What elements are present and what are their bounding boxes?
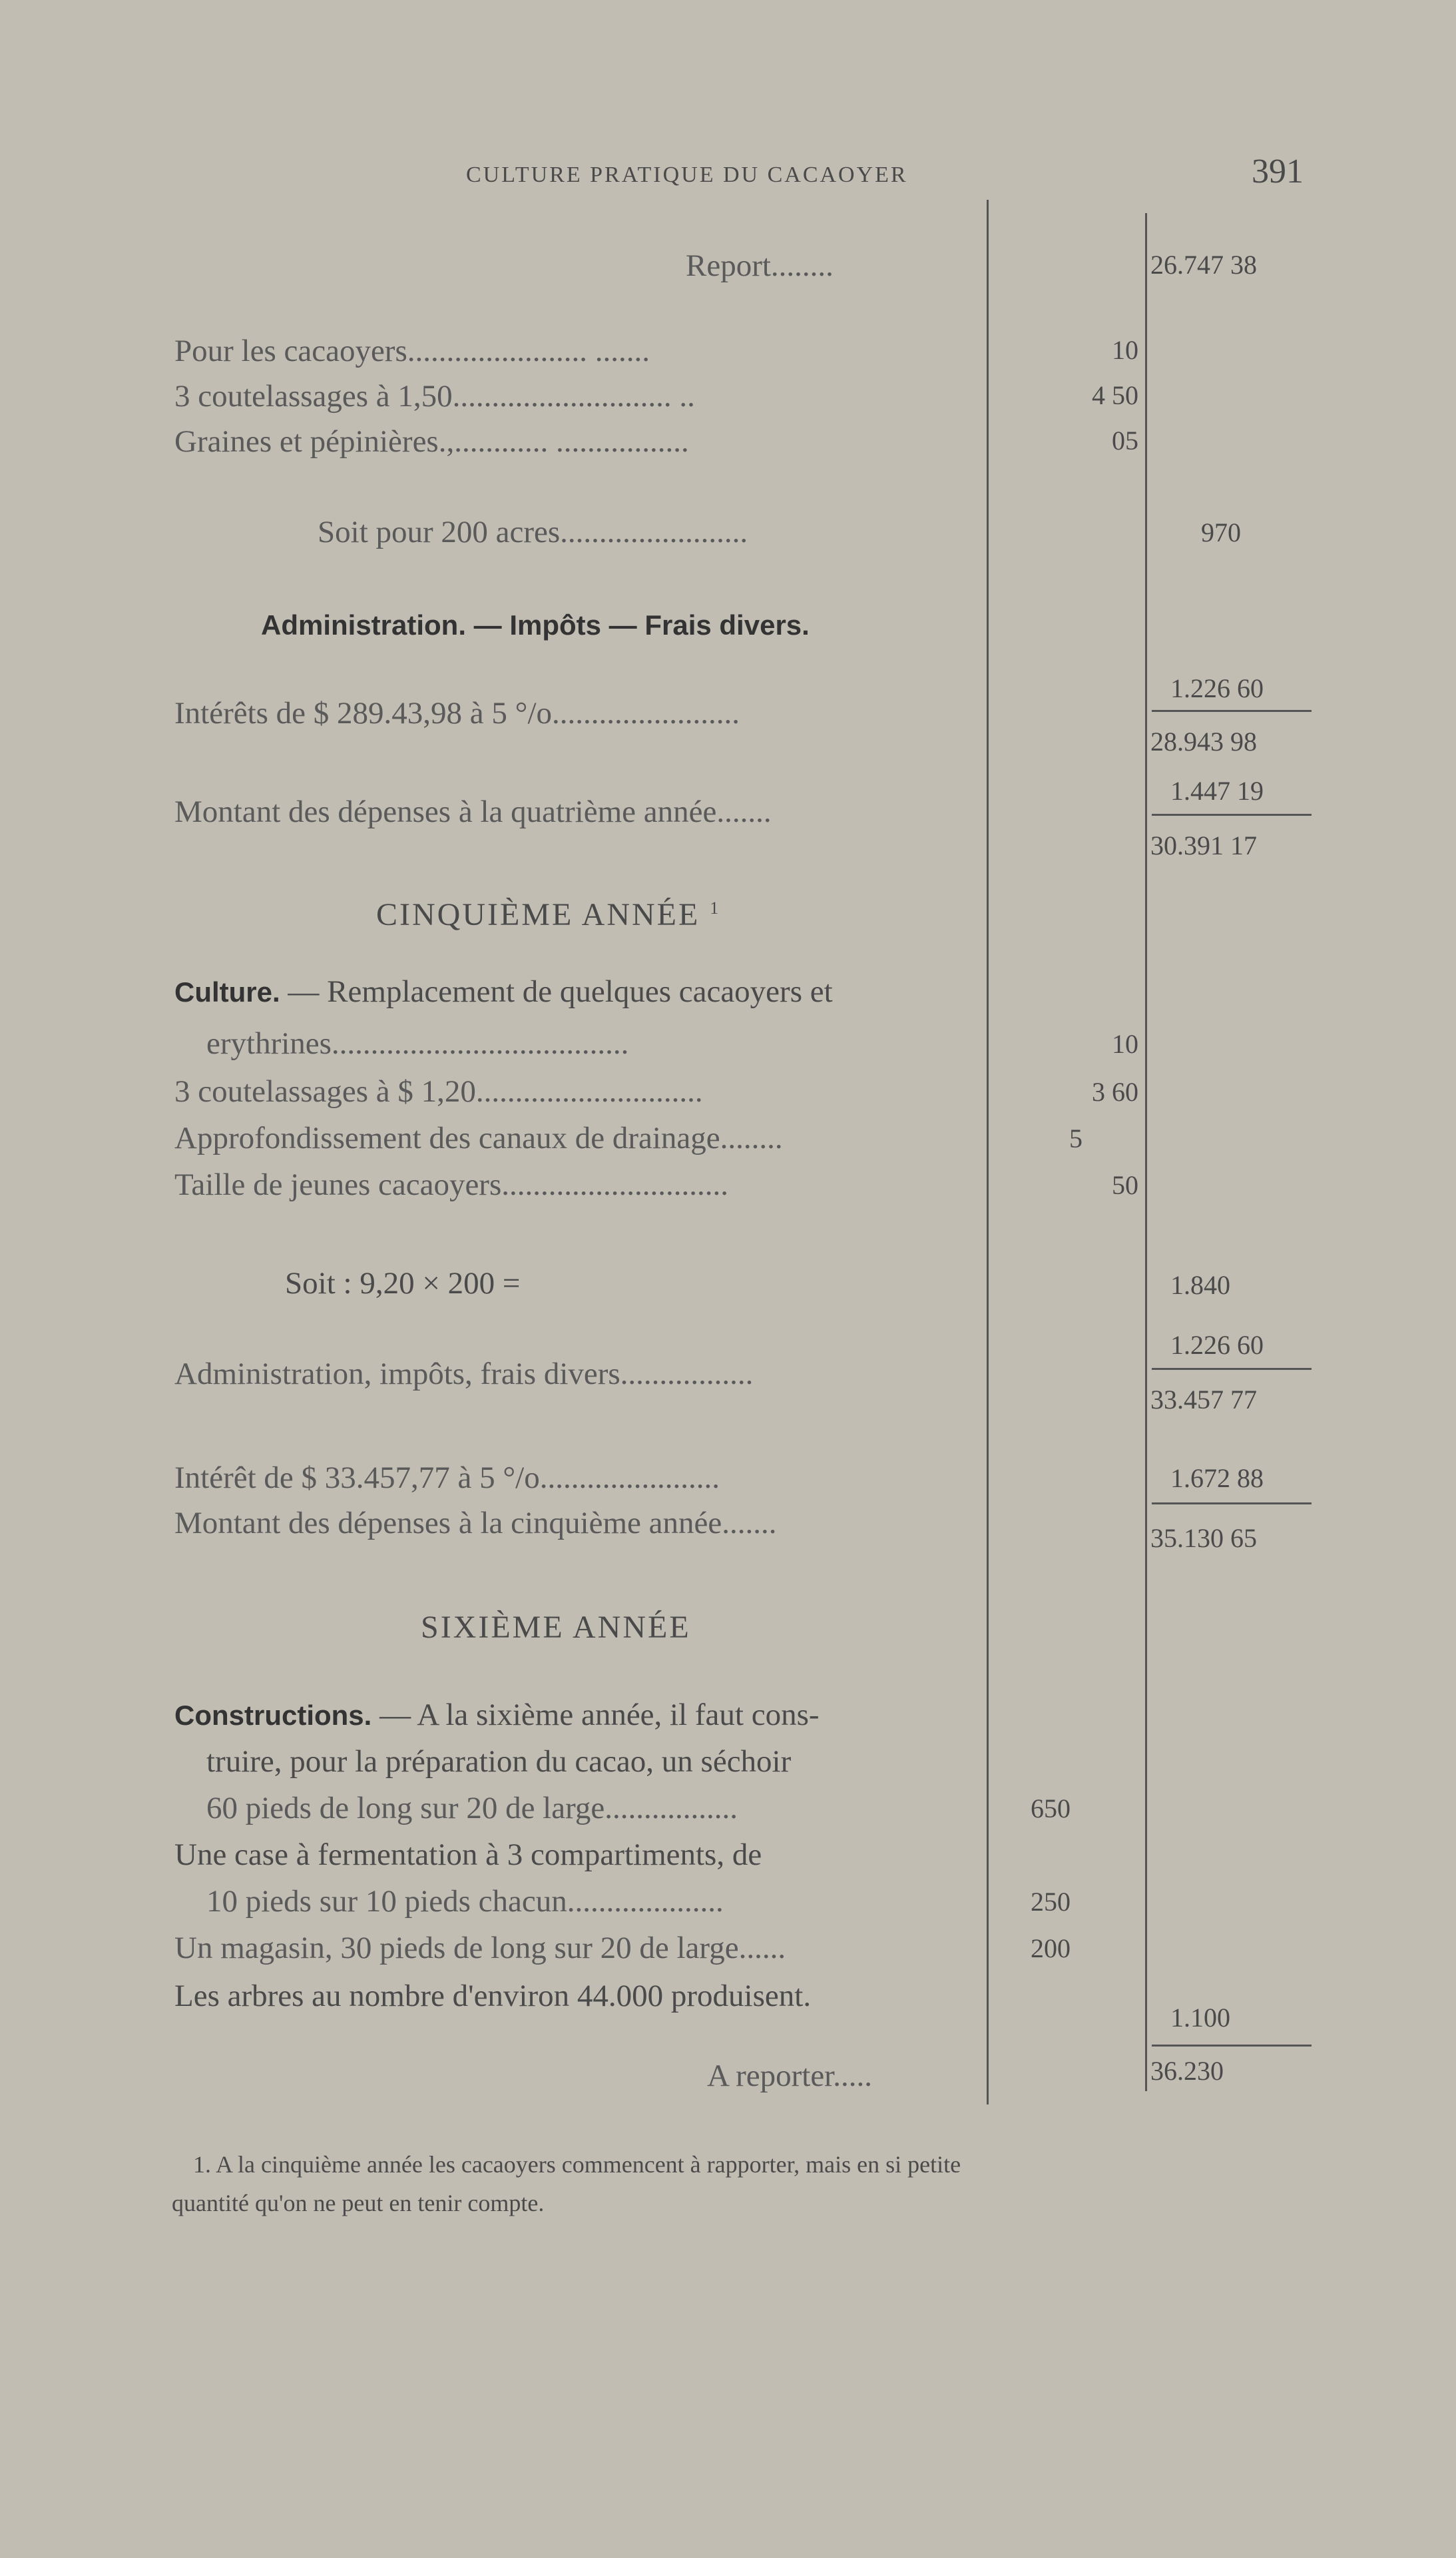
culture-continuation: erythrines......................................: [206, 1026, 629, 1061]
line-amount: 200: [1031, 1933, 1071, 1963]
constructions-line: 60 pieds de long sur 20 de large.................: [206, 1791, 738, 1825]
footnote-line: 1. A la cinquième année les cacaoyers commencent à rapporter, mais en si petite: [193, 2151, 961, 2178]
section-heading-fifth-year: CINQUIÈME ANNÉE $^1$: [376, 897, 721, 932]
column-rule-right: [1145, 213, 1147, 2091]
line-item: Taille de jeunes cacaoyers.............................: [174, 1167, 729, 1202]
running-total: 28.943 98: [1150, 727, 1257, 757]
constructions-line: Un magasin, 30 pieds de long sur 20 de large......: [174, 1931, 786, 1965]
running-total: 33.457 77: [1150, 1385, 1257, 1415]
section-heading-sixth-year: SIXIÈME ANNÉE: [421, 1610, 691, 1645]
constructions-line: 10 pieds sur 10 pieds chacun....................: [206, 1884, 724, 1919]
interest-label: Intérêts de $ 289.43,98 à 5 °/o........................: [174, 696, 740, 731]
subtotal-value: 970: [1201, 517, 1241, 547]
admin-heading: Administration. — Impôts — Frais divers.: [261, 609, 810, 641]
interest-value: 1.447 19: [1170, 776, 1264, 806]
admin-value: 1.226 60: [1170, 673, 1264, 703]
total-label: Montant des dépenses à la cinquième année.......: [174, 1506, 777, 1540]
constructions-line: Une case à fermentation à 3 compartiments, de: [174, 1837, 762, 1872]
total-value: 30.391 17: [1150, 830, 1257, 860]
sum-rule: [1152, 2045, 1312, 2047]
culture-paragraph: Culture. — Remplacement de quelques cacaoyers et: [174, 974, 833, 1009]
total-label: Montant des dépenses à la quatrième année.......: [174, 795, 772, 829]
sum-rule: [1152, 1368, 1312, 1370]
line-item: Pour les cacaoyers....................... .......: [174, 334, 650, 368]
sum-rule: [1152, 1502, 1312, 1504]
line-amount: 10: [1112, 335, 1138, 365]
subtotal-label: Soit pour 200 acres........................: [318, 515, 748, 549]
production-value: 1.100: [1170, 2003, 1230, 2033]
line-amount: 05: [1112, 426, 1138, 456]
line-item: 3 coutelassages à 1,50............................ ..: [174, 379, 695, 414]
constructions-paragraph: Constructions. — A la sixième année, il faut cons-: [174, 1698, 820, 1732]
footnote-line: quantité qu'on ne peut en tenir compte.: [172, 2190, 545, 2216]
line-amount: 650: [1031, 1793, 1071, 1823]
report-total: 26.747 38: [1150, 250, 1257, 280]
constructions-line: truire, pour la préparation du cacao, un séchoir: [206, 1744, 792, 1779]
line-amount: 3 60: [1092, 1077, 1138, 1107]
interest-label: Intérêt de $ 33.457,77 à 5 °/o.......................: [174, 1460, 720, 1495]
line-item: 3 coutelassages à $ 1,20.............................: [174, 1074, 703, 1109]
page-number: 391: [1252, 153, 1304, 190]
report-label: Report........: [686, 248, 834, 283]
carry-forward-value: 36.230: [1150, 2056, 1224, 2086]
sum-rule: [1152, 814, 1312, 816]
line-item: Approfondissement des canaux de drainage........: [174, 1121, 783, 1155]
carry-forward-label: A reporter.....: [707, 2059, 872, 2093]
admin-value: 1.226 60: [1170, 1330, 1264, 1360]
running-title: CULTURE PRATIQUE DU CACAOYER: [466, 162, 908, 187]
column-rule-left: [987, 200, 989, 2104]
total-value: 35.130 65: [1150, 1523, 1257, 1553]
line-amount: 4 50: [1092, 380, 1138, 410]
constructions-line: Les arbres au nombre d'environ 44.000 produisent.: [174, 1979, 812, 2013]
soit-label: Soit : 9,20 × 200 =: [285, 1266, 521, 1301]
interest-value: 1.672 88: [1170, 1463, 1264, 1493]
line-item: Graines et pépinières.,............ .................: [174, 424, 689, 459]
admin-label: Administration, impôts, frais divers.................: [174, 1357, 754, 1391]
line-amount: 10: [1112, 1029, 1138, 1059]
sum-rule: [1152, 710, 1312, 712]
soit-value: 1.840: [1170, 1270, 1230, 1300]
line-amount: 250: [1031, 1887, 1071, 1917]
line-amount: 50: [1112, 1170, 1138, 1200]
line-amount: 5: [1069, 1123, 1083, 1153]
